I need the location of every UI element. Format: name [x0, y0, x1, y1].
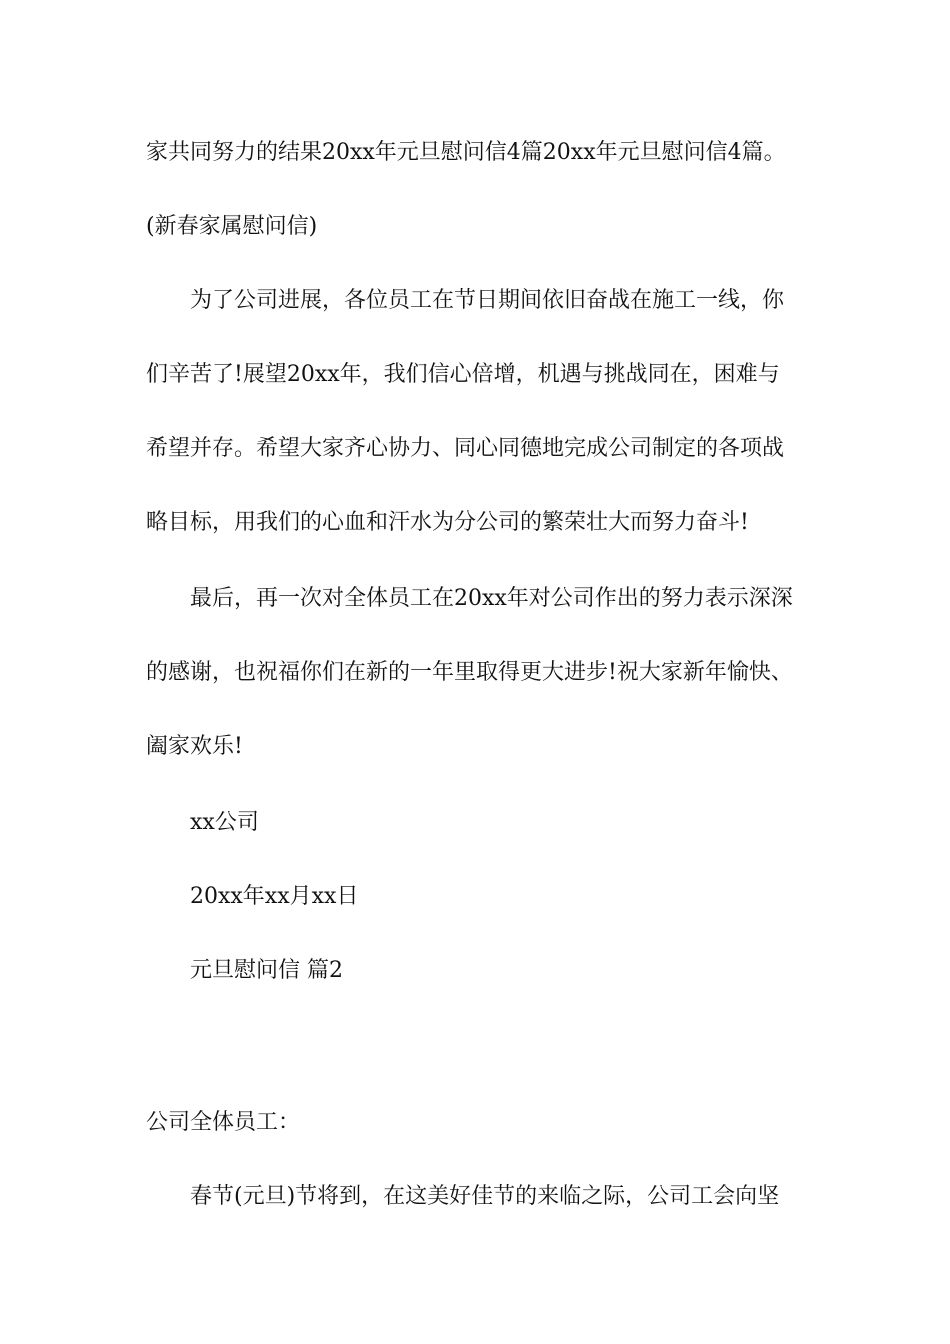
paragraph-line-7: 最后，再一次对全体员工在20xx年对公司作出的努力表示深深: [190, 586, 793, 611]
section-heading: 元旦慰问信 篇2: [190, 958, 343, 983]
paragraph-line-3: 为了公司进展，各位员工在节日期间依旧奋战在施工一线，你: [190, 288, 785, 313]
paragraph-line-8: 的感谢，也祝福你们在新的一年里取得更大进步!祝大家新年愉快、: [146, 660, 793, 685]
paragraph-line-1: 家共同努力的结果20xx年元旦慰问信4篇20xx年元旦慰问信4篇。: [146, 140, 786, 165]
salutation: 公司全体员工：: [146, 1110, 301, 1135]
signature-date: 20xx年xx月xx日: [190, 884, 359, 909]
paragraph-line-6: 略目标，用我们的心血和汗水为分公司的繁荣壮大而努力奋斗!: [146, 510, 749, 535]
paragraph-line-9: 阖家欢乐!: [146, 734, 243, 759]
paragraph-line-5: 希望并存。希望大家齐心协力、同心同德地完成公司制定的各项战: [146, 436, 785, 461]
paragraph-line-2: (新春家属慰问信): [146, 214, 318, 239]
signature-company: xx公司: [190, 810, 259, 835]
paragraph-line-4: 们辛苦了!展望20xx年，我们信心倍增，机遇与挑战同在，困难与: [146, 362, 780, 387]
paragraph-line-last: 春节(元旦)节将到，在这美好佳节的来临之际，公司工会向坚: [190, 1184, 780, 1209]
